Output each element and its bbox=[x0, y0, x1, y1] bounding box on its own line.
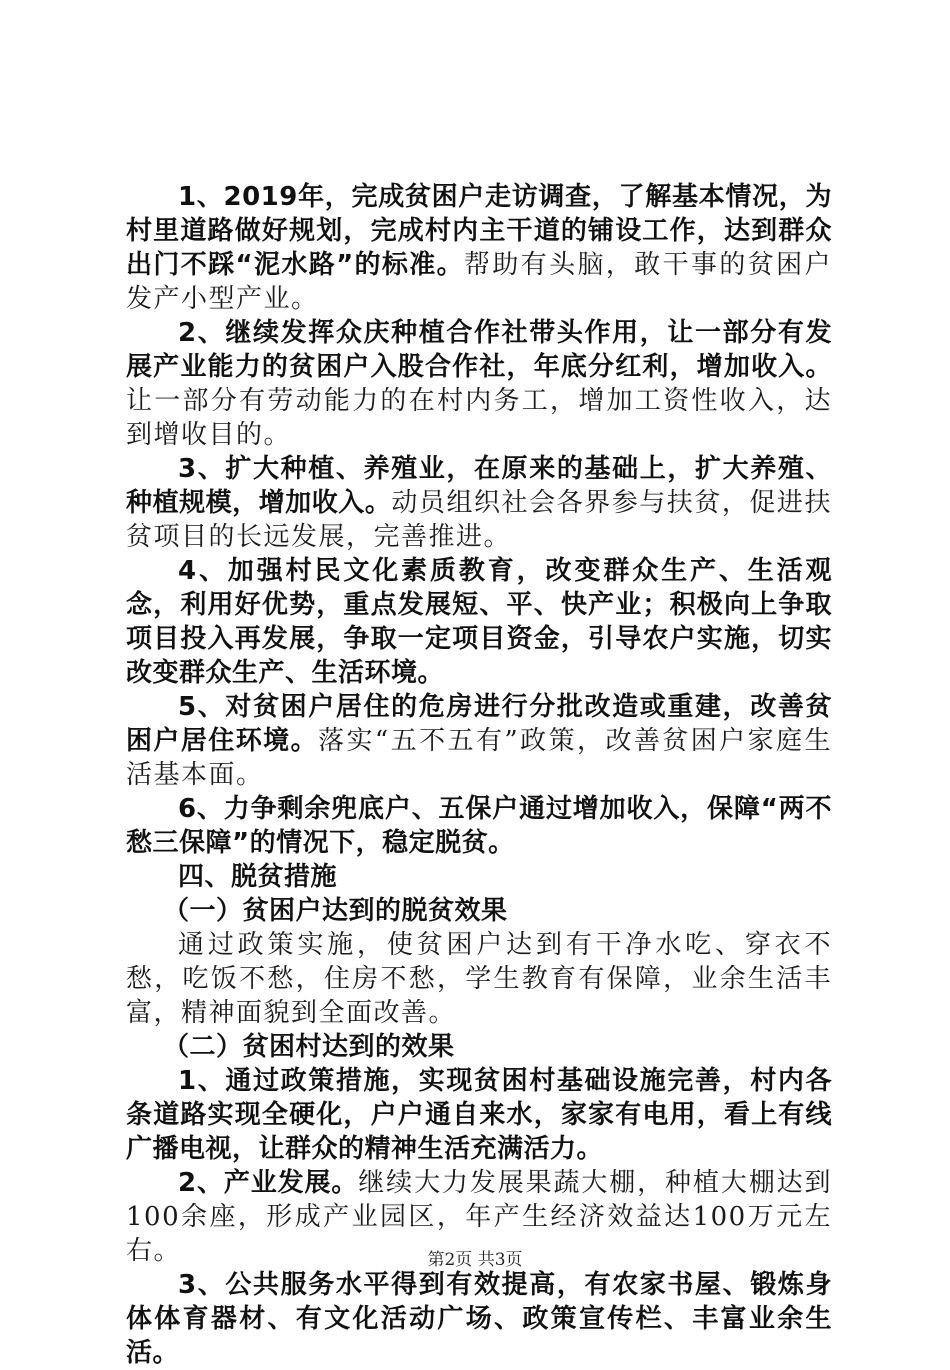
paragraph-4-bold: 4、加强村民文化素质教育，改变群众生产、生活观念，利用好优势，重点发展短、平、快产业；积极向上争取项目投入再发展，争取一定项目资金，引导农户实施，切实改变群众生产、生活环境。 bbox=[126, 556, 832, 688]
subsection-2-heading bbox=[126, 1030, 832, 1064]
subsection-2-item-3 bbox=[126, 1268, 832, 1370]
paragraph-3-bold: 3、扩大种植、养殖业，在原来的基础上，扩大养殖、种植规模，增加收入。 bbox=[126, 454, 832, 518]
section-heading-text: 四、脱贫措施 bbox=[178, 862, 338, 892]
paragraph-5 bbox=[126, 690, 832, 792]
subsection-1-paragraph bbox=[126, 928, 832, 1030]
subsection-1-text: 通过政策实施，使贫困户达到有干净水吃、穿衣不愁，吃饭不愁，住房不愁，学生教育有保障，业余生活丰富，精神面貌到全面改善。 bbox=[126, 930, 832, 1028]
paragraph-5-bold: 5、对贫困户居住的危房进行分批改造或重建，改善贫困户居住环境。 bbox=[126, 692, 832, 756]
paragraph-6-bold: 6、力争剩余兜底户、五保户通过增加收入，保障“两不愁三保障”的情况下，稳定脱贫。 bbox=[126, 794, 832, 858]
paragraph-2 bbox=[126, 316, 832, 452]
paragraph-2-bold: 2、继续发挥众庆种植合作社带头作用，让一部分有发展产业能力的贫困户入股合作社，年底分红利，增加收入。 bbox=[126, 318, 832, 382]
subsection-2-item-1 bbox=[126, 1064, 832, 1166]
paragraph-4 bbox=[126, 554, 832, 690]
subsection-2-heading-text: （二）贫困村达到的效果 bbox=[163, 1032, 455, 1062]
paragraph-2-plain: 让一部分有劳动能力的在村内务工，增加工资性收入，达到增收目的。 bbox=[126, 386, 832, 450]
paragraph-5-plain: 落实“五不五有”政策，改善贫困户家庭生活基本面。 bbox=[126, 726, 832, 790]
subsection-2-item-3-bold: 3、公共服务水平得到有效提高，有农家书屋、锻炼身体体育器材、有文化活动广场、政策宣传栏、丰富业余生活。 bbox=[126, 1270, 832, 1368]
paragraph-3 bbox=[126, 452, 832, 554]
subsection-2-item-2-plain: 继续大力发展果蔬大棚，种植大棚达到100余座，形成产业园区，年产生经济效益达100万元左右。 bbox=[126, 1168, 832, 1266]
paragraph-1-bold: 1、2019年，完成贫困户走访调查，了解基本情况，为村里道路做好规划，完成村内主干道的铺设工作，达到群众出门不踩“泥水路”的标准。 bbox=[126, 182, 832, 280]
document-body bbox=[126, 180, 832, 1370]
paragraph-1-plain: 帮助有头脑，敢干事的贫困户发产小型产业。 bbox=[126, 250, 832, 314]
paragraph-6 bbox=[126, 792, 832, 860]
page-footer: 第2页 共3页 bbox=[427, 1250, 523, 1270]
paragraph-1 bbox=[126, 180, 832, 316]
subsection-1-heading-text: （一）贫困户达到的脱贫效果 bbox=[163, 896, 508, 926]
paragraph-3-plain: 动员组织社会各界参与扶贫，促进扶贫项目的长远发展，完善推进。 bbox=[126, 488, 832, 552]
section-heading bbox=[126, 860, 832, 894]
subsection-2-item-2-bold: 2、产业发展。 bbox=[178, 1168, 359, 1198]
subsection-2-item-1-bold: 1、通过政策措施，实现贫困村基础设施完善，村内各条道路实现全硬化，户户通自来水，家家有电用，看上有线广播电视，让群众的精神生活充满活力。 bbox=[126, 1066, 832, 1164]
subsection-1-heading bbox=[126, 894, 832, 928]
